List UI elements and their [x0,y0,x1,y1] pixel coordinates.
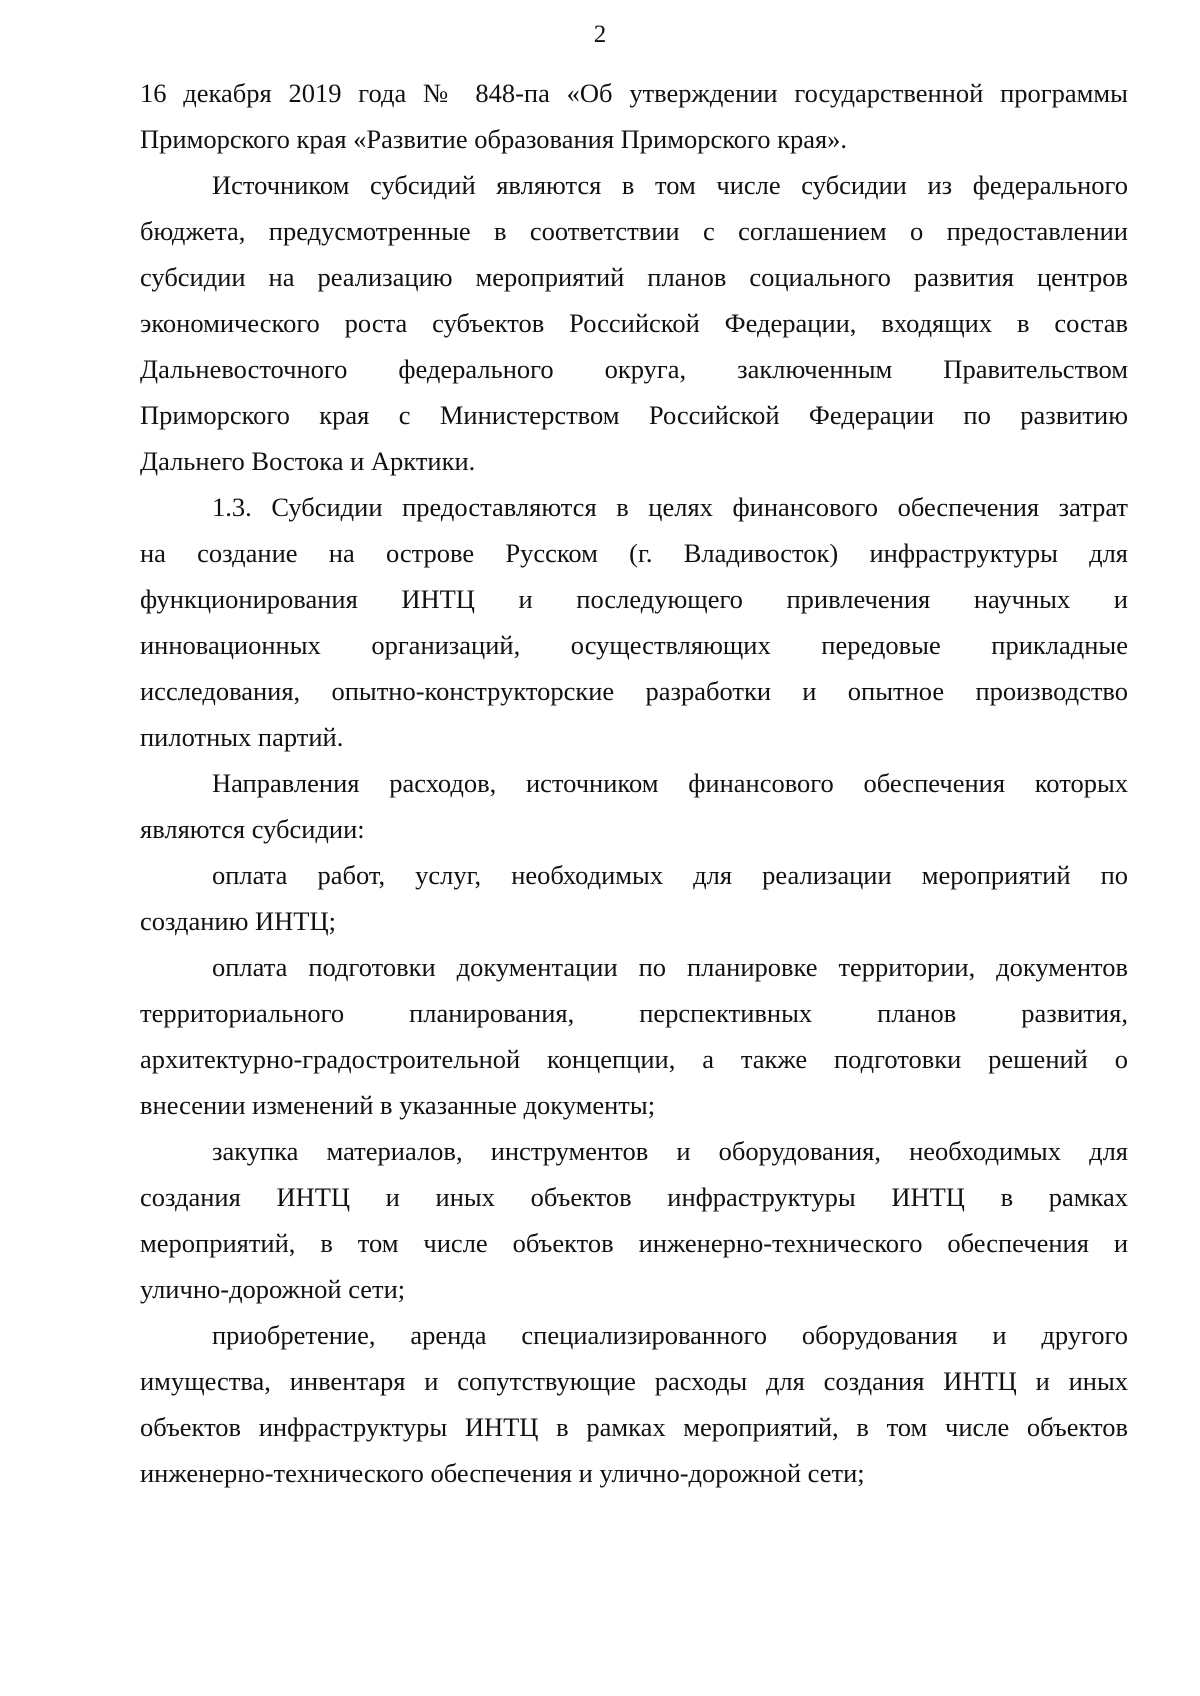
paragraph-section-1-3 [140,484,1128,760]
text-line: Дальневосточного федерального округа, заключенным Правительством [140,354,1128,384]
list-item-works-services [140,852,1128,944]
text-line: инженерно-технического обеспечения и улично-дорожной сети; [140,1458,865,1488]
text-line: оплата подготовки документации по планировке территории, документов [212,952,1128,982]
text-line: архитектурно-градостроительной концепции, а также подготовки решений о [140,1044,1128,1074]
text-line: исследования, опытно-конструкторские разработки и опытное производство [140,676,1128,706]
text-line: созданию ИНТЦ; [140,906,336,936]
text-line: создания ИНТЦ и иных объектов инфраструктуры ИНТЦ в рамках [140,1182,1128,1212]
text-line: Дальнего Востока и Арктики. [140,446,476,476]
text-line: Направления расходов, источником финансового обеспечения которых [212,768,1128,798]
text-line: пилотных партий. [140,722,344,752]
text-line: объектов инфраструктуры ИНТЦ в рамках мероприятий, в том числе объектов [140,1412,1128,1442]
text-line: функционирования ИНТЦ и последующего привлечения научных и [140,584,1128,614]
text-line: на создание на острове Русском (г. Владивосток) инфраструктуры для [140,538,1128,568]
paragraph-subsidy-source [140,162,1128,484]
text-line: являются субсидии: [140,814,365,844]
page-number: 2 [593,21,607,48]
text-line: субсидии на реализацию мероприятий планов социального развития центров [140,262,1128,292]
paragraph-program-reference [140,70,1128,162]
text-line: имущества, инвентаря и сопутствующие расходы для создания ИНТЦ и иных [140,1366,1128,1396]
text-line: Источником субсидий являются в том числе субсидии из федерального [212,170,1128,200]
text-line: экономического роста субъектов Российской Федерации, входящих в состав [140,308,1128,338]
text-line: 1.3. Субсидии предоставляются в целях финансового обеспечения затрат [212,492,1128,522]
document-body [140,70,1128,1496]
paragraph-expense-directions [140,760,1128,852]
text-line: Приморского края с Министерством Российской Федерации по развитию [140,400,1128,430]
text-line: приобретение, аренда специализированного оборудования и другого [212,1320,1128,1350]
text-line: инновационных организаций, осуществляющих передовые прикладные [140,630,1128,660]
text-line: улично-дорожной сети; [140,1274,406,1304]
text-line: мероприятий, в том числе объектов инженерно-технического обеспечения и [140,1228,1128,1258]
text-line: Приморского края «Развитие образования Приморского края». [140,124,848,154]
text-line: оплата работ, услуг, необходимых для реализации мероприятий по [212,860,1128,890]
text-line: бюджета, предусмотренные в соответствии с соглашением о предоставлении [140,216,1128,246]
list-item-equipment-lease [140,1312,1128,1496]
text-line: внесении изменений в указанные документы; [140,1090,656,1120]
text-line: территориального планирования, перспективных планов развития, [140,998,1128,1028]
list-item-documentation [140,944,1128,1128]
text-line: 16 декабря 2019 года № 848-па «Об утверждении государственной программы [140,78,1128,108]
list-item-materials-purchase [140,1128,1128,1312]
text-line: закупка материалов, инструментов и оборудования, необходимых для [212,1136,1128,1166]
